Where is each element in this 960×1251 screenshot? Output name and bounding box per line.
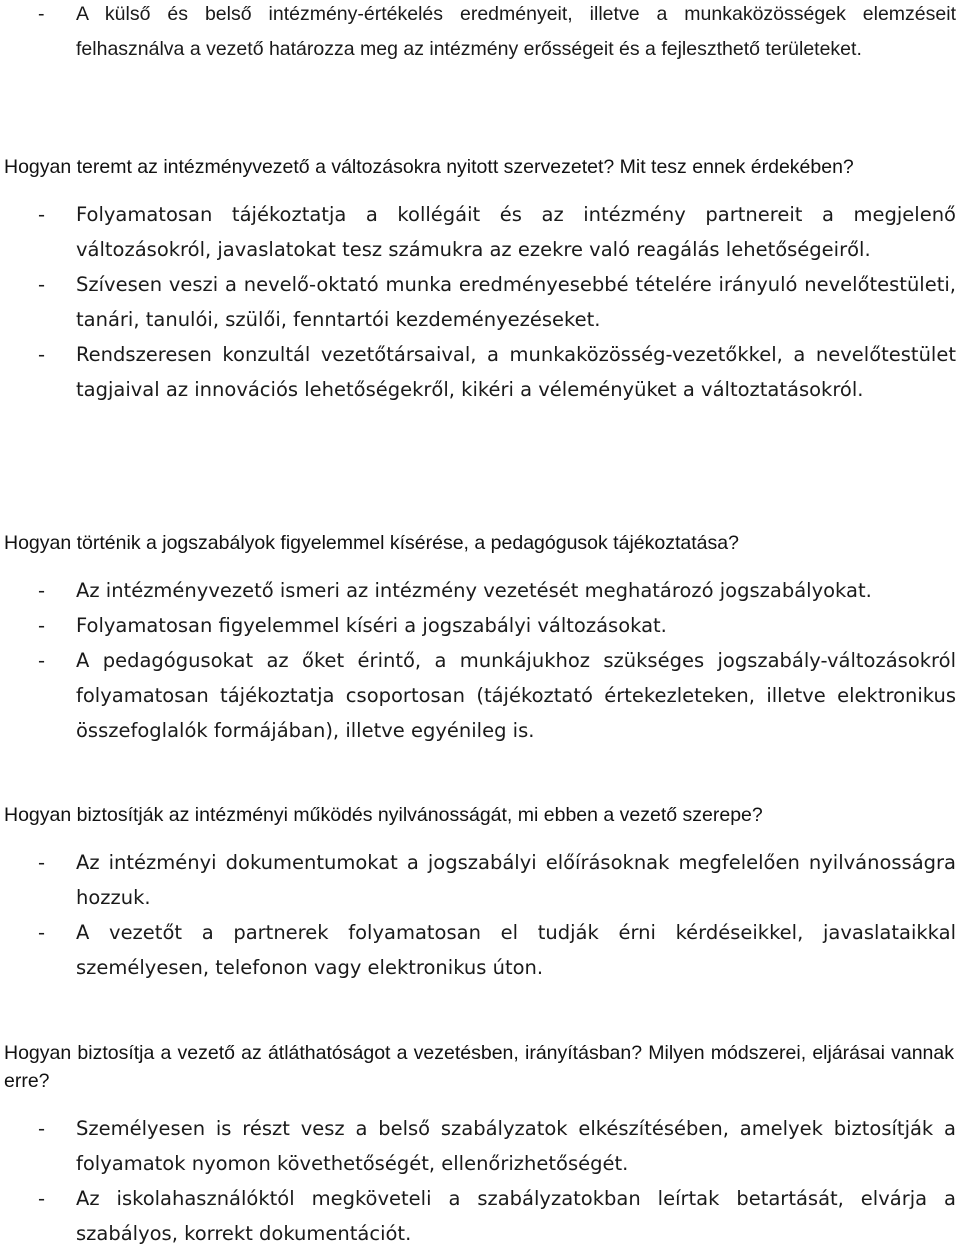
- list-item-text: A vezetőt a partnerek folyamatosan el tudják érni kérdéseikkel, javaslataikkal személyesen, telefonon vagy elektronikus úton.: [76, 921, 956, 979]
- list-item: [0, 267, 960, 337]
- list-item: [0, 573, 960, 608]
- list-item: [0, 643, 960, 748]
- section-legislation: [0, 529, 960, 748]
- list-item: [0, 0, 960, 67]
- bullet-dash: -: [38, 649, 46, 672]
- section-bullet-list: [0, 1111, 960, 1251]
- bullet-dash: -: [38, 3, 45, 25]
- list-item-text: A pedagógusokat az őket érintő, a munkájukhoz szükséges jogszabály-változásokról folyamatosan tájékoztatja csoportosan (tájékoztató értekezleteken, illetve elektronikus összefoglalók formájában), illetve egyénileg is.: [76, 649, 956, 742]
- section-question: Hogyan biztosítják az intézményi működés nyilvánosságát, mi ebben a vezető szerepe?: [4, 804, 763, 826]
- intro-section: [0, 0, 960, 67]
- list-item-text: Az intézményi dokumentumokat a jogszabályi előírásoknak megfelelően nyilvánosságra hozzuk.: [76, 851, 956, 909]
- list-item-text: Szívesen veszi a nevelő-oktató munka eredményesebbé tételére irányuló nevelőtestületi, tanári, tanulói, szülői, fenntartói kezdeményezéseket.: [76, 273, 956, 331]
- bullet-dash: -: [38, 614, 46, 637]
- list-item-text: Az intézményvezető ismeri az intézmény vezetését meghatározó jogszabályokat.: [76, 579, 872, 602]
- bullet-dash: -: [38, 921, 46, 944]
- section-bullet-list: [0, 197, 960, 407]
- list-item-text: Folyamatosan tájékoztatja a kollégáit és az intézmény partnereit a megjelenő változásokról, javaslatokat tesz számukra az ezekre való reagálás lehetőségeiről.: [76, 203, 956, 261]
- section-transparency: [0, 1039, 960, 1251]
- section-question: Hogyan történik a jogszabályok figyelemmel kísérése, a pedagógusok tájékoztatása?: [4, 532, 739, 554]
- bullet-dash: -: [38, 1187, 46, 1210]
- bullet-dash: -: [38, 343, 46, 366]
- intro-bullet-list: [0, 0, 960, 67]
- list-item: [0, 1181, 960, 1251]
- section-question: Hogyan biztosítja a vezető az átláthatóságot a vezetésben, irányításban? Milyen módszerei, eljárásai vannak erre?: [4, 1042, 954, 1092]
- list-item: [0, 845, 960, 915]
- bullet-dash: -: [38, 1117, 46, 1140]
- section-change-openness: [0, 153, 960, 407]
- list-item-text: A külső és belső intézmény-értékelés eredményeit, illetve a munkaközösségek elemzéseit felhasználva a vezető határozza meg az intézmény erősségeit és a fejleszthető területeket.: [76, 3, 956, 60]
- bullet-dash: -: [38, 851, 46, 874]
- section-bullet-list: [0, 845, 960, 985]
- section-publicity: [0, 801, 960, 985]
- list-item-text: Az iskolahasználóktól megköveteli a szabályzatokban leírtak betartását, elvárja a szabályos, korrekt dokumentációt.: [76, 1187, 956, 1245]
- bullet-dash: -: [38, 579, 46, 602]
- list-item-text: Folyamatosan figyelemmel kíséri a jogszabályi változásokat.: [76, 614, 667, 637]
- list-item: [0, 608, 960, 643]
- list-item: [0, 915, 960, 985]
- section-question: Hogyan teremt az intézményvezető a változásokra nyitott szervezetet? Mit tesz ennek érdekében?: [4, 156, 854, 178]
- bullet-dash: -: [38, 273, 46, 296]
- list-item: [0, 197, 960, 267]
- bullet-dash: -: [38, 203, 46, 226]
- list-item: [0, 337, 960, 407]
- list-item-text: Rendszeresen konzultál vezetőtársaival, a munkaközösség-vezetőkkel, a nevelőtestület tagjaival az innovációs lehetőségekről, kikéri a véleményüket a változtatásokról.: [76, 343, 956, 401]
- list-item-text: Személyesen is részt vesz a belső szabályzatok elkészítésében, amelyek biztosítják a folyamatok nyomon követhetőségét, ellenőrizhetőségét.: [76, 1117, 956, 1175]
- list-item: [0, 1111, 960, 1181]
- section-bullet-list: [0, 573, 960, 748]
